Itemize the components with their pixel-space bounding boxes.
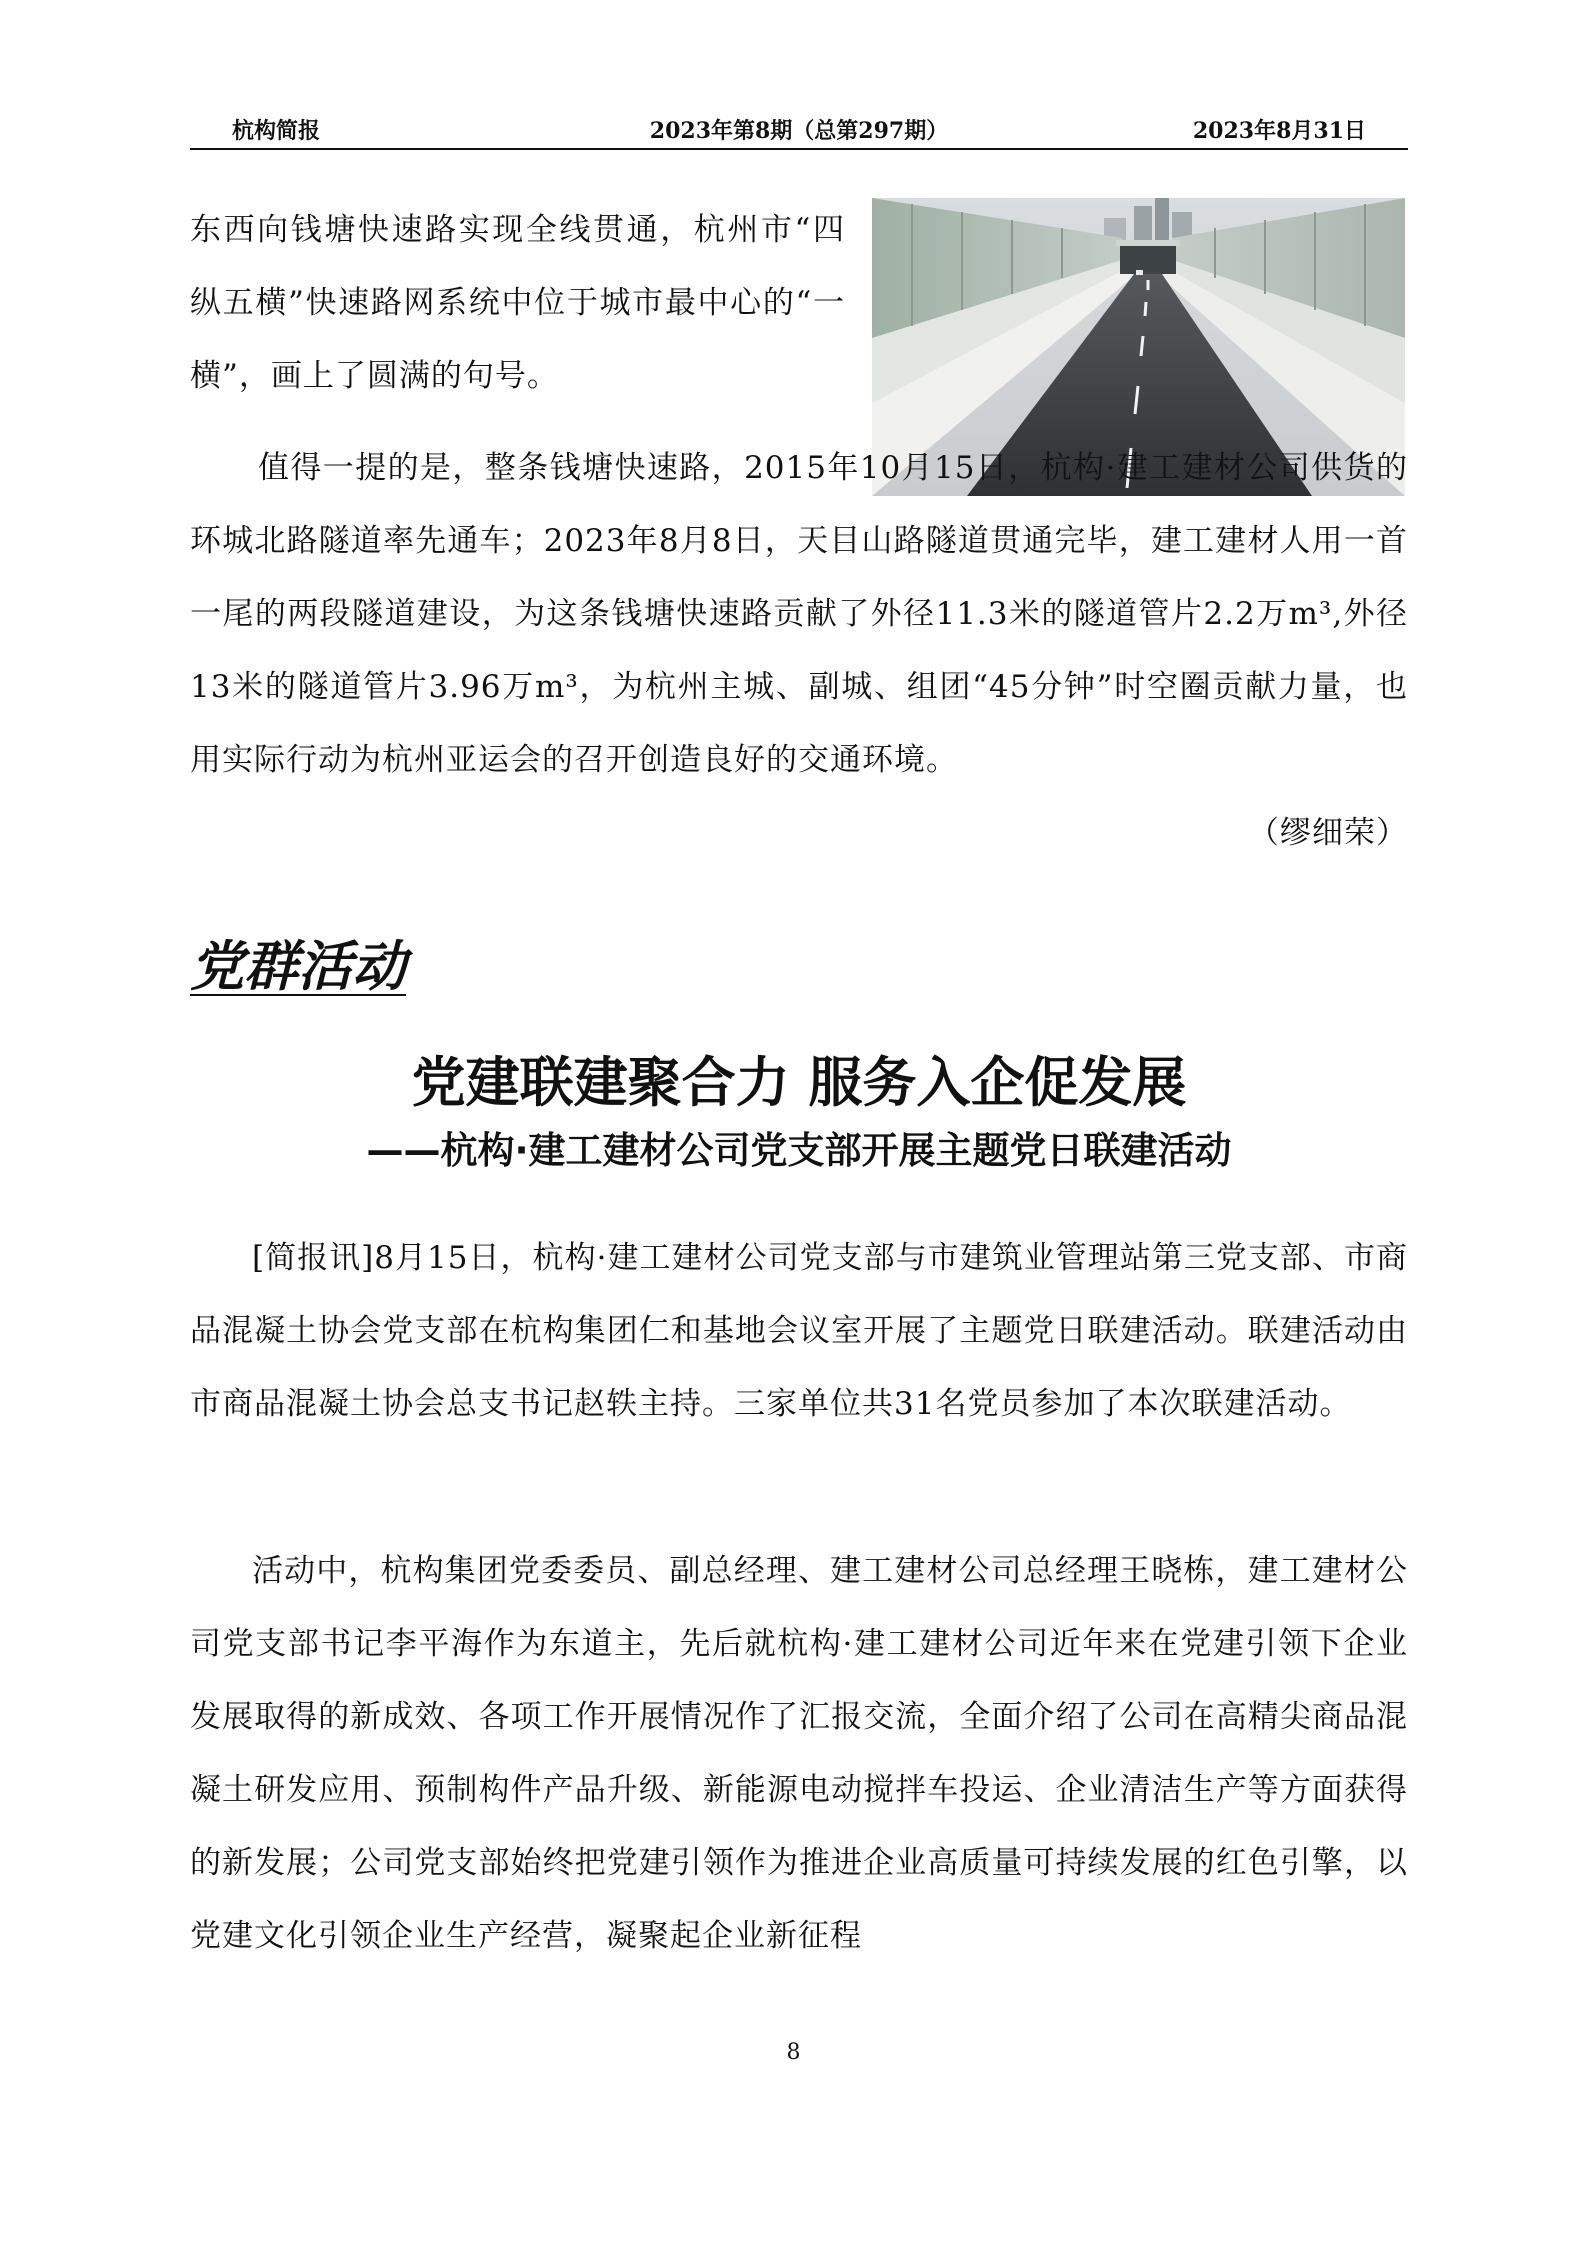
page-header xyxy=(190,112,1408,150)
header-date: 2023年8月31日 xyxy=(1192,118,1366,144)
article2-title: 党建联建聚合力 服务入企促发展 xyxy=(411,1051,1187,1114)
article2-paragraph-2: 活动中，杭构集团党委委员、副总经理、建工建材公司总经理王晓栋，建工建材公司党支部书记李平海作为东道主，先后就杭构·建工建材公司近年来在党建引领下企业发展取得的新成效、各项工作开展情况作了汇报交流，全面介绍了公司在高精尖商品混凝土研发应用、预制构件产品升级、新能源电动搅拌车投运、企业清洁生产等方面获得的新发展；公司党支部始终把党建引领作为推进企业高质量可持续发展的红色引擎，以党建文化引领企业生产经营，凝聚起企业新征程 xyxy=(190,1553,1408,1954)
article1-paragraph-1: 东西向钱塘快速路实现全线贯通，杭州市“四纵五横”快速路网系统中位于城市最中心的“一横”，画上了圆满的句号。 xyxy=(190,212,845,394)
article1-paragraph-2 xyxy=(190,432,1408,870)
article2-paragraph-1: [简报讯]8月15日，杭构·建工建材公司党支部与市建筑业管理站第三党支部、市商品混凝土协会党支部在杭构集团仁和基地会议室开展了主题党日联建活动。联建活动由市商品混凝土协会总支书记赵轶主持。三家单位共31名党员参加了本次联建活动。 xyxy=(190,1240,1408,1422)
header-publication-name: 杭构简报 xyxy=(232,118,321,144)
article1-paragraph-2-text: 值得一提的是，整条钱塘快速路，2015年10月15日，杭构·建工建材公司供货的环城北路隧道率先通车；2023年8月8日，天目山路隧道贯通完毕，建工建材人用一首一尾的两段隧道建设，为这条钱塘快速路贡献了外径11.3米的隧道管片2.2万m³,外径13米的隧道管片3.96万m³，为杭州主城、副城、组团“45分钟”时空圈贡献力量，也用实际行动为杭州亚运会的召开创造良好的交通环境。 xyxy=(190,450,1408,778)
article1-author: （缪细荣） xyxy=(1248,815,1408,851)
page-number: 8 xyxy=(786,2040,801,2065)
article2-subtitle: ——杭构·建工建材公司党支部开展主题党日联建活动 xyxy=(366,1129,1232,1172)
section-title: 党群活动 xyxy=(190,935,406,998)
header-issue-number: 2023年第8期（总第297期） xyxy=(649,118,949,144)
